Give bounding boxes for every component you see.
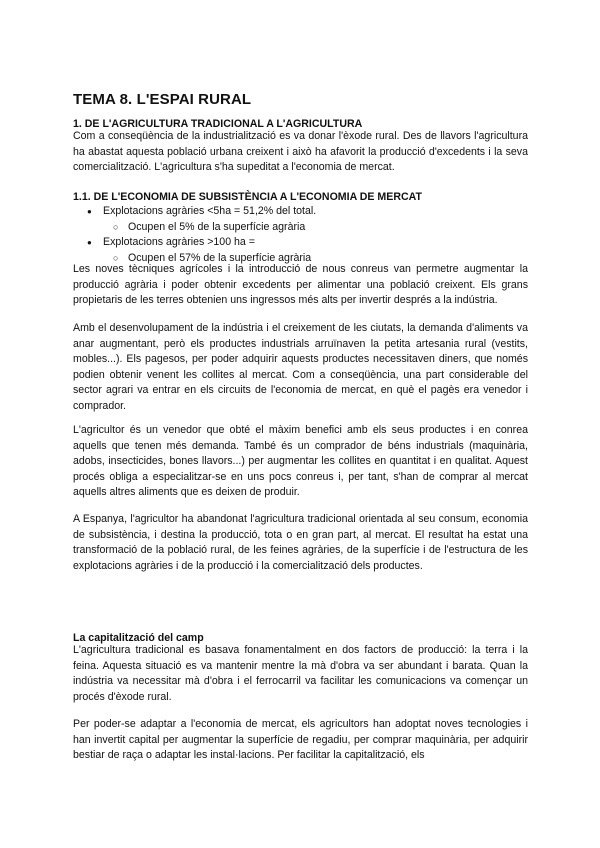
- paragraph: Per poder-se adaptar a l'economia de mercat, els agricultors han adoptat noves tecnologies i han invertit capital per augmentar la superfície de regadiu, per comprar maquinària, per adquirir bestiar de raça o adaptar les instal·lacions. Per facilitar la capitalització, els: [73, 718, 528, 762]
- paragraph: A Espanya, l'agricultor ha abandonat l'agricultura tradicional orientada al seu consum, economia de subsistència, i destina la producció, tota o en gran part, al mercat. El resultat ha estat una transformació de la població rural, de les feines agràries, de la superfície i de l'estructura de les explotacions agràries i de la producció i la comercialització dels productes.: [73, 513, 528, 572]
- paragraph: Les noves tècniques agrícoles i la introducció de nous conreus van permetre augmentar la producció agrària i poder obtenir excedents per alimentar una població creixent. Els grans propietaris de les terres obtenien uns ingressos més alts per invertir després a la indústria.: [73, 263, 528, 307]
- list-item: ● Explotacions agràries <5ha = 51,2% del total.: [73, 204, 528, 220]
- list-item: ● Explotacions agràries >100 ha =: [73, 235, 528, 251]
- section-1-1-heading: 1.1. DE L'ECONOMIA DE SUBSISTÈNCIA A L'ECONOMIA DE MERCAT: [73, 191, 422, 203]
- paragraph: Amb el desenvolupament de la indústria i el creixement de les ciutats, la demanda d'aliments va anar augmentant, però els productes industrials arruïnaven la petita artesania rural (vestits, mobles...). Els pagesos, per poder adquirir aquests productes necessitaven diners, que només podien obtenir venent les collites al mercat. Com a conseqüència, una part considerable del sector agrari va entrar en els circuits de l'economia de mercat, en què el pagès era venedor i comprador.: [73, 322, 528, 412]
- section-1-text: Com a conseqüència de la industrialització es va donar l'èxode rural. Des de llavors l'agricultura ha abastat aquesta població urbana creixent i això ha afavorit la producció d'excedents i la seva comercialització. L'agricultura s'ha supeditat a l'economia de mercat.: [73, 130, 528, 174]
- list-item: ○ Ocupen el 5% de la superfície agrària: [73, 220, 528, 236]
- list-item: ○ Ocupen el 57% de la superfície agrària: [73, 251, 528, 267]
- page-title: TEMA 8. L'ESPAI RURAL: [73, 91, 252, 108]
- section-1-heading: 1. DE L'AGRICULTURA TRADICIONAL A L'AGRICULTURA: [73, 118, 363, 130]
- paragraph: L'agricultor és un venedor que obté el màxim benefici amb els seus productes i en conrea aquells que tenen més demanda. També és un comprador de béns industrials (maquinària, adobs, insecticides, bones llavors...) per augmentar les collites en quantitat i en qualitat. Aquest procés obliga a especialitzar-se en uns pocs conreus i, per tant, s'han de comprar al mercat aquells altres aliments que es deixen de produir.: [73, 424, 528, 499]
- paragraph: L'agricultura tradicional es basava fonamentalment en dos factors de producció: la terra i la feina. Aquesta situació es va mantenir mentre la mà d'obra va ser abundant i barata. Quan la indústria va necessitar mà d'obra i el ferrocarril va facilitar les comunicacions va començar un procés d'èxode rural.: [73, 644, 528, 703]
- section-capitalitzacio-heading: La capitalització del camp: [73, 632, 204, 644]
- stats-list: [73, 204, 528, 266]
